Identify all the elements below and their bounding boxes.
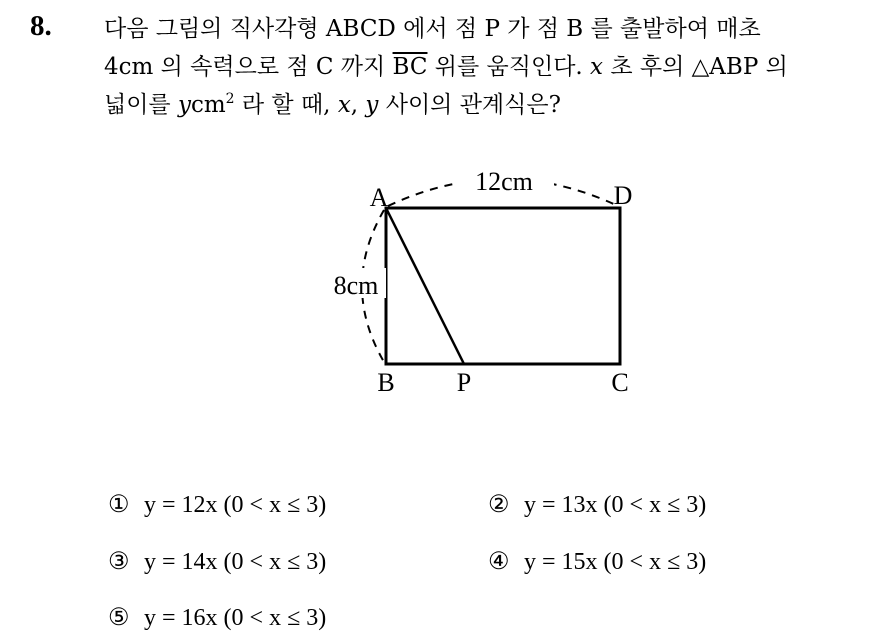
choice-2-expression: y = 13x (0 < x ≤ 3): [524, 492, 707, 518]
choice-5[interactable]: [108, 603, 326, 632]
segment-bc-overline: $\overline{BC}$: [392, 54, 428, 80]
vertex-c-label: C: [611, 368, 629, 397]
choice-4-expression: y = 15x (0 < x ≤ 3): [524, 549, 707, 575]
choice-3-mark: ③: [108, 549, 130, 575]
question-line-3: [104, 86, 874, 124]
rectangle-figure: [300, 160, 660, 405]
choice-5-expression: y = 16x (0 < x ≤ 3): [144, 605, 327, 631]
point-p-label: P: [456, 368, 472, 397]
question-line-2: [104, 48, 874, 86]
question-line-1: 다음 그림의 직사각형 ABCD 에서 점 P 가 점 B 를 출발하여 매초: [104, 16, 761, 42]
variable-y-2: y: [365, 92, 379, 118]
question-line-3-part-d: 사이의 관계식은?: [378, 92, 561, 118]
choice-5-mark: ⑤: [108, 605, 130, 631]
vertex-a-label: A: [369, 183, 389, 212]
top-length-label: 12cm: [475, 167, 533, 196]
choice-2[interactable]: [488, 490, 706, 519]
question-line-3-part-a: 넓이를: [104, 92, 178, 118]
choice-4-mark: ④: [488, 549, 510, 575]
choice-1-expression: y = 12x (0 < x ≤ 3): [144, 492, 327, 518]
variable-x-2: x: [337, 92, 351, 118]
question-line-2-part-b: 위를 움직인다.: [427, 54, 591, 80]
choice-3-expression: y = 14x (0 < x ≤ 3): [144, 549, 327, 575]
vertex-d-label: D: [613, 181, 633, 210]
unit-cm: cm: [190, 92, 226, 118]
question-line-2-part-a: 4cm 의 속력으로 점 C 까지: [104, 54, 393, 80]
question-number: 8.: [30, 10, 52, 42]
variable-x: x: [590, 54, 604, 80]
choice-1[interactable]: [108, 490, 326, 519]
comma: ,: [350, 92, 366, 118]
choice-2-mark: ②: [488, 492, 510, 518]
question-text: [104, 10, 874, 124]
unit-superscript: 2: [225, 91, 235, 107]
variable-y: y: [177, 92, 191, 118]
question-line-2-part-c: 초 후의 △ABP 의: [603, 54, 788, 80]
choice-4[interactable]: [488, 547, 706, 576]
left-length-label: 8cm: [333, 271, 379, 300]
choice-1-mark: ①: [108, 492, 130, 518]
rectangle-abcd: [386, 208, 620, 364]
question-line-3-part-c: 라 할 때,: [234, 92, 338, 118]
choice-3[interactable]: [108, 547, 326, 576]
segment-ap: [386, 208, 464, 364]
vertex-b-label: B: [377, 368, 395, 397]
